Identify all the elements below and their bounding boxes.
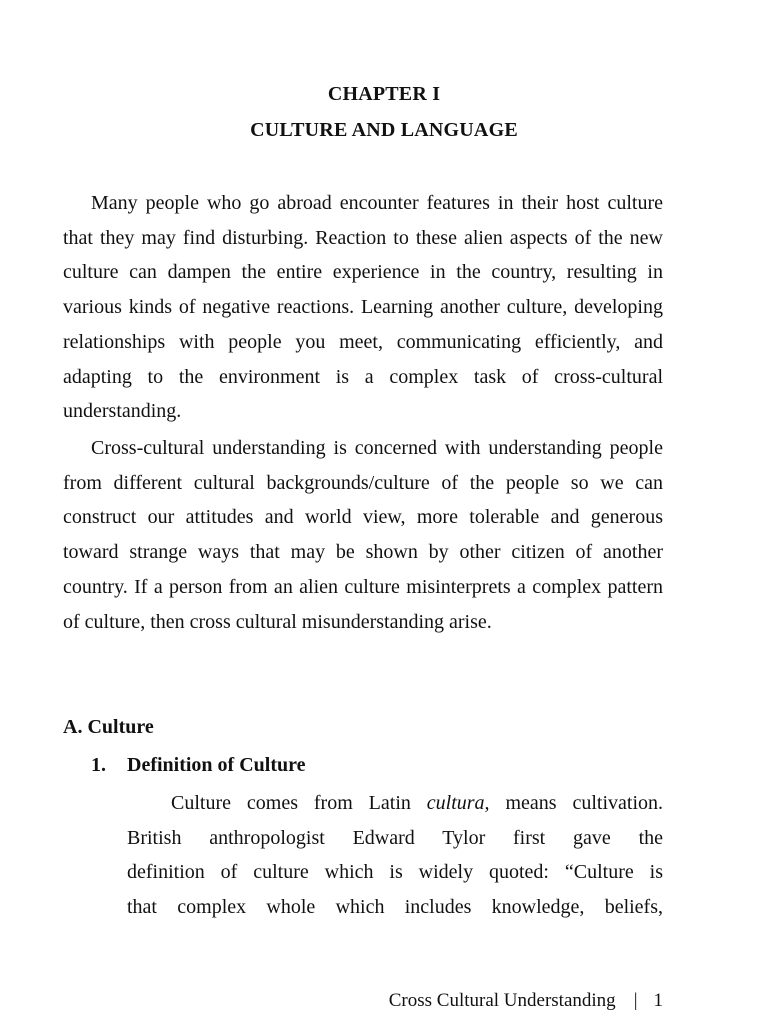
section-heading: A. Culture	[63, 716, 154, 738]
definition-line-1	[127, 786, 663, 821]
latin-term: cultura,	[426, 792, 490, 814]
page-footer	[389, 990, 663, 1012]
paragraph-intro: Many people who go abroad encounter features in their host culture that they may find disturbing. Reaction to these alien aspects of the new culture can dampen the entire experience in the country, resulting in various kinds of negative reactions. Learning another culture, developing relationships with people you meet, communicating efficiently, and adapting to the environment is a complex task of cross-cultural understanding.	[63, 192, 663, 423]
footer-book-title: Cross Cultural Understanding	[388, 990, 616, 1011]
definition-paragraph	[127, 786, 663, 925]
page-number: 1	[653, 990, 663, 1011]
definition-line-2: British anthropologist Edward Tylor first gave the	[127, 826, 663, 849]
subsection-heading	[91, 754, 306, 777]
subsection-title: Definition of Culture	[127, 754, 306, 776]
paragraph-cross-cultural: Cross-cultural understanding is concerned with understanding people from different cultural backgrounds/culture of the people so we can construct our attitudes and world view, more tolerable and generous toward strange ways that may be shown by other citizen of another country. If a person from an alien culture misinterprets a complex pattern of culture, then cross cultural misunderstanding arise.	[63, 437, 663, 633]
definition-line-3: definition of culture which is widely quoted: “Culture is	[127, 861, 663, 884]
footer-separator: |	[633, 990, 638, 1011]
chapter-title: CULTURE AND LANGUAGE	[250, 119, 518, 141]
chapter-number: CHAPTER I	[327, 83, 441, 105]
definition-text: Culture comes from Latin	[171, 792, 427, 814]
definition-line-4: that complex whole which includes knowledge, beliefs,	[127, 896, 663, 919]
definition-text: means cultivation.	[489, 792, 663, 814]
subsection-number: 1.	[91, 754, 106, 776]
